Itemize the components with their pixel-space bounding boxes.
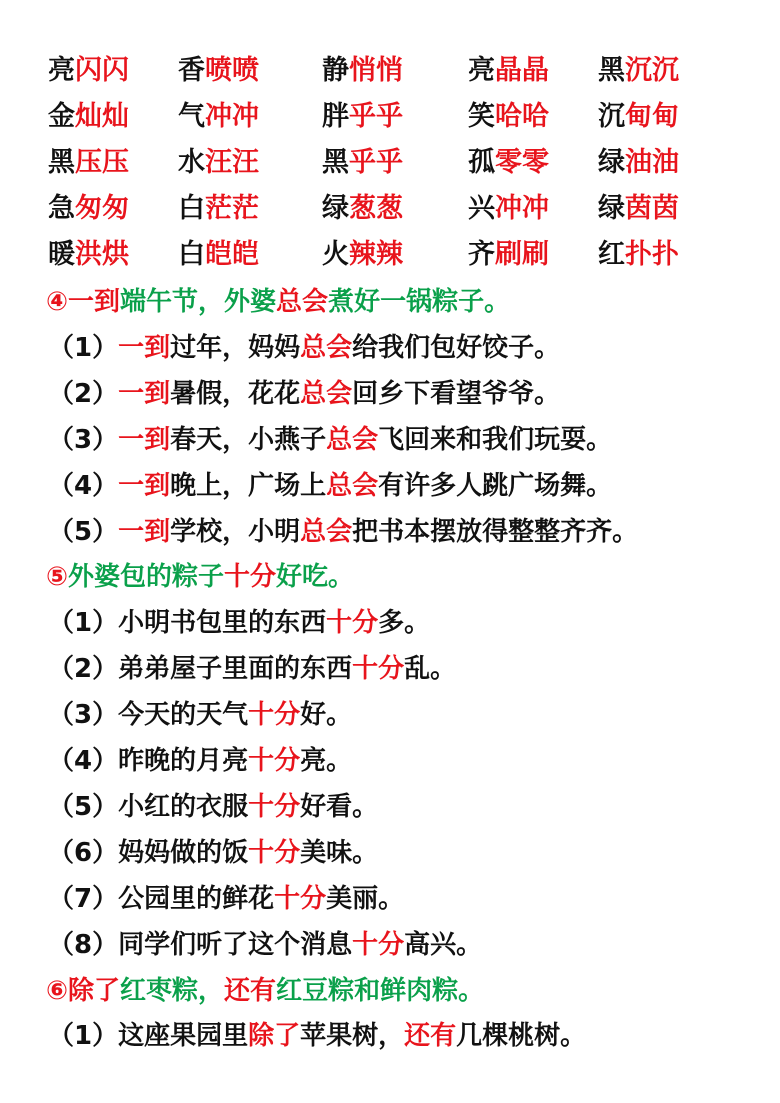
sentence-text: 高兴。: [404, 929, 483, 960]
highlight-text: 总会: [300, 516, 353, 547]
sentence-text: 学校，小明: [170, 516, 301, 547]
word-cell: [48, 141, 129, 185]
highlight-text: 除了: [248, 1021, 301, 1052]
sentence-text: 有许多人跳广场舞。: [378, 470, 613, 501]
word-head: 亮: [48, 55, 75, 86]
word-head: 绿: [322, 193, 349, 224]
word-head: 亮: [468, 55, 495, 86]
sentence-text: （5）: [48, 516, 119, 547]
word-head: 绿: [598, 147, 625, 178]
word-cell: [48, 233, 129, 277]
highlight-text: 十分: [274, 883, 327, 914]
word-cell: [322, 141, 403, 185]
word-head: 黑: [48, 147, 75, 178]
word-head: 静: [322, 55, 349, 86]
sentence-text: （3）今天的天气: [48, 700, 249, 731]
sentence-text: 乱。: [404, 654, 457, 685]
highlight-text: 十分: [326, 608, 379, 639]
example-sentence: [48, 923, 482, 967]
word-head: 白: [178, 239, 205, 270]
example-sentence: [48, 372, 560, 416]
word-head: 香: [178, 55, 205, 86]
word-head: 白: [178, 193, 205, 224]
highlight-text: 一到: [118, 470, 171, 501]
highlight-text: ⑥: [46, 975, 69, 1006]
sentence-text: 红枣粽，: [120, 975, 225, 1006]
highlight-text: 十分: [248, 837, 301, 868]
sentence-text: 春天，小燕子: [170, 424, 327, 455]
word-cell: [598, 141, 679, 185]
word-tail: 悄悄: [349, 55, 403, 86]
word-cell: [468, 141, 549, 185]
highlight-text: 一到: [118, 516, 171, 547]
word-cell: [178, 49, 259, 93]
word-tail: 哈哈: [495, 101, 549, 132]
word-tail: 汪汪: [205, 147, 259, 178]
word-tail: 油油: [625, 147, 679, 178]
highlight-text: 十分: [248, 746, 301, 776]
word-head: 胖: [322, 101, 349, 132]
word-cell: [322, 233, 403, 277]
sentence-text: （7）公园里的鲜花: [48, 883, 275, 914]
sentence-text: （2）: [48, 378, 119, 409]
sentence-text: 多。: [378, 608, 431, 639]
word-cell: [598, 233, 679, 277]
word-cell: [598, 95, 679, 139]
example-sentence: [48, 601, 430, 645]
highlight-text: 十分: [248, 791, 301, 822]
word-head: 黑: [598, 55, 625, 86]
word-tail: 闪闪: [75, 55, 129, 86]
highlight-text: 十分: [248, 700, 301, 731]
highlight-text: 还有: [224, 975, 277, 1006]
word-tail: 压压: [75, 147, 129, 178]
sentence-text: 把书本摆放得整整齐齐。: [352, 516, 639, 547]
sentence-text: 苹果树，: [300, 1021, 405, 1052]
highlight-text: 十分: [352, 929, 405, 960]
highlight-text: ④: [46, 287, 69, 317]
example-sentence: [48, 877, 404, 921]
highlight-text: 一到: [118, 424, 171, 455]
word-cell: [468, 49, 549, 93]
example-sentence: [48, 464, 612, 508]
sentence-text: 暑假，花花: [170, 378, 301, 409]
highlight-text: 一到: [68, 287, 121, 317]
word-cell: [178, 95, 259, 139]
word-tail: 乎乎: [349, 147, 403, 178]
sentence-text: （1）这座果园里: [48, 1021, 249, 1052]
word-head: 火: [322, 239, 349, 270]
word-cell: [468, 233, 549, 277]
word-head: 急: [48, 193, 75, 224]
word-cell: [468, 187, 549, 231]
sentence-text: （1）小明书包里的东西: [48, 608, 327, 639]
word-head: 笑: [468, 101, 495, 132]
word-tail: 冲冲: [205, 101, 259, 132]
example-sentence: [48, 418, 612, 462]
example-sentence: [48, 326, 560, 370]
sentence-text: 美味。: [300, 837, 379, 868]
word-head: 兴: [468, 193, 495, 224]
highlight-text: 除了: [68, 975, 121, 1006]
word-head: 绿: [598, 193, 625, 224]
example-sentence: [48, 831, 378, 875]
example-sentence: [48, 739, 352, 783]
example-sentence: [48, 510, 638, 554]
sentence-text: 亮。: [300, 746, 353, 776]
word-head: 红: [598, 239, 625, 270]
word-tail: 茵茵: [625, 193, 679, 224]
highlight-text: ⑤: [46, 562, 69, 593]
highlight-text: 一到: [118, 332, 171, 363]
example-sentence: [48, 693, 352, 737]
sentence-text: 几棵桃树。: [456, 1021, 587, 1052]
word-cell: [48, 95, 129, 139]
sentence-text: 好吃。: [276, 562, 355, 593]
word-head: 黑: [322, 147, 349, 178]
highlight-text: 总会: [326, 470, 379, 501]
word-cell: [598, 49, 679, 93]
sentence-text: 过年，妈妈: [170, 332, 301, 363]
word-tail: 扑扑: [625, 239, 679, 270]
sentence-text: （5）小红的衣服: [48, 791, 249, 822]
word-tail: 冲冲: [495, 193, 549, 224]
word-head: 孤: [468, 147, 495, 178]
sentence-text: 飞回来和我们玩耍。: [378, 424, 613, 455]
word-cell: [178, 141, 259, 185]
sentence-text: 红豆粽和鲜肉粽。: [276, 975, 485, 1006]
word-tail: 刷刷: [495, 239, 549, 270]
word-cell: [322, 49, 403, 93]
highlight-text: 十分: [352, 654, 405, 685]
word-tail: 晶晶: [495, 55, 549, 86]
word-tail: 匆匆: [75, 193, 129, 224]
word-cell: [598, 187, 679, 231]
sentence-text: 给我们包好饺子。: [352, 332, 561, 363]
word-tail: 乎乎: [349, 101, 403, 132]
word-cell: [468, 95, 549, 139]
sentence-text: 美丽。: [326, 883, 405, 914]
word-tail: 皑皑: [205, 239, 259, 270]
sentence-text: 外婆包的粽子: [68, 562, 225, 593]
word-head: 水: [178, 147, 205, 178]
section-heading: [46, 969, 484, 1013]
example-sentence: [48, 1014, 586, 1058]
sentence-text: （4）: [48, 470, 119, 501]
highlight-text: 总会: [326, 424, 379, 455]
example-sentence: [48, 647, 456, 691]
sentence-text: （1）: [48, 332, 119, 363]
sentence-text: 回乡下看望爷爷。: [352, 378, 561, 409]
word-tail: 沉沉: [625, 55, 679, 86]
word-cell: [48, 49, 129, 93]
sentence-text: 煮好一锅粽子。: [328, 287, 511, 317]
word-head: 暖: [48, 239, 75, 270]
highlight-text: 总会: [300, 332, 353, 363]
sentence-text: （2）弟弟屋子里面的东西: [48, 654, 353, 685]
sentence-text: 好。: [300, 700, 353, 731]
example-sentence: [48, 785, 378, 829]
word-tail: 灿灿: [75, 101, 129, 132]
word-head: 沉: [598, 101, 625, 132]
word-tail: 洪烘: [75, 239, 129, 270]
word-tail: 喷喷: [205, 55, 259, 86]
word-cell: [322, 187, 403, 231]
highlight-text: 总会: [276, 287, 329, 317]
word-tail: 甸甸: [625, 101, 679, 132]
sentence-text: （6）妈妈做的饭: [48, 837, 249, 868]
highlight-text: 总会: [300, 378, 353, 409]
word-tail: 辣辣: [349, 239, 403, 270]
word-tail: 茫茫: [205, 193, 259, 224]
word-tail: 葱葱: [349, 193, 403, 224]
word-tail: 零零: [495, 147, 549, 178]
word-head: 气: [178, 101, 205, 132]
sentence-text: （4）昨晚的月亮: [48, 746, 249, 776]
word-head: 齐: [468, 239, 495, 270]
sentence-text: （8）同学们听了这个消息: [48, 929, 353, 960]
word-head: 金: [48, 101, 75, 132]
sentence-text: （3）: [48, 424, 119, 455]
highlight-text: 一到: [118, 378, 171, 409]
section-heading: [46, 280, 510, 324]
sentence-text: 好看。: [300, 791, 379, 822]
highlight-text: 还有: [404, 1021, 457, 1052]
sentence-text: 晚上，广场上: [170, 470, 327, 501]
sentence-text: 端午节，外婆: [120, 287, 277, 317]
section-heading: [46, 555, 354, 599]
word-cell: [178, 233, 259, 277]
word-cell: [48, 187, 129, 231]
word-cell: [178, 187, 259, 231]
highlight-text: 十分: [224, 562, 277, 593]
word-cell: [322, 95, 403, 139]
